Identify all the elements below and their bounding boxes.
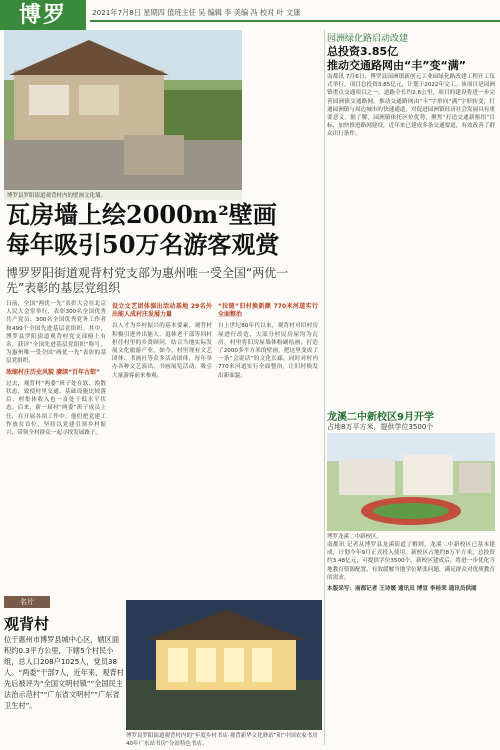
lead-photo-caption: 博罗县罗阳街道观背村内的壁画文化墙。 [4,190,242,200]
school-subtitle: 占地8万平方米，提供学位3500个 [327,423,434,431]
profile-title: 观背村 [4,615,50,633]
lead-photo [4,30,242,190]
section1-title: 浓缩村庄历史风貌 赓续“百年古街” [6,368,100,376]
profile-text: 位于惠州市博罗县城中心区，辖区面积约0.3平方公里，下辖5个村民小组，总人口208户1025人，党员38人。“两委”干部7人，近年来，观背村先后被评为“全国文明村镇”“全国民主法治示范村”“广东省文明村”“广东省卫生村”。 [4,635,124,710]
masthead [0,0,500,30]
lead-intro: 日前，全国“两优一先”表彰大会在北京人民大会堂举行，表彰300名全国优秀共产党员、300名全国优秀党务工作者和499个全国先进基层党组织。其中，博罗县罗阳街道观背村党支部榜上有名，获评“全国先进基层党组织”称号，为惠州唯一受全国“两优一先”表彰的基层党组织。 [6,301,106,365]
school-body [327,541,495,593]
section-label: 博罗 [0,0,86,30]
side-title-line-1: 总投资3.85亿 [327,45,399,58]
section2-body: 以人才为乡村振兴的基本要素，观背村积极引进外出能人、退休老干部等回村担任村里的乡贤顾问，结合当地实际发展文化旅游产业。如今，村里现有文艺团体、书画社等众多活动团体，每年举办各种文艺演出、书画展览活动，吸引大量游客前来参观。 [112,323,212,379]
header-rule [90,20,500,22]
lead-column-1 [6,300,106,437]
section3-title: “拉链”旧村换新颜 770米河道实行全面整治 [218,303,318,319]
school-title: 龙溪二中新校区9月开学 [327,412,434,423]
school-campus-image [327,433,495,531]
school-photo [327,433,495,531]
school-photo-caption: 博罗龙溪二中新校区。 [327,534,383,540]
profile-tag: 名片 [4,596,50,608]
bookstore-caption: 博罗县罗阳街道观背村内的“年度乡村书店·观背新华文化驿站”和“中国农家书房40年广东站书房”分站特色书店。 [126,733,318,747]
lead-column-2 [112,300,212,380]
section3-body: 自上世纪80年代以来，观背村对旧村房屋进行改造，大部分村民房屋均为瓦房。村里将旧房屋墙体粉刷绘画，打造了2000多平方米的壁画，把这里变成了一条“会说话”的文化长廊，同时对村内770米河道实行全面整治，让旧村焕发出新面貌。 [218,323,318,379]
section2-title: 设立文艺团体演出活动基地 29名外出能人成村庄发展力量 [112,303,212,319]
column-divider [324,30,325,745]
lead-headline [6,200,316,260]
mural-wall-image [4,30,242,190]
lead-subhead: 博罗罗阳街道观背村党支部为惠州唯一受全国“两优一先”表彰的基层党组织 [6,266,289,295]
byline: 本版采写：南都记者 王诗媛 通讯员 博宣 李桂荣 通讯员供图 [327,586,477,593]
section1-body: 过去，观背村“两委”班子处在软、涣散状态，致使村里交通、基础设施比较落后，村集体收入也一直处于低水平状态。后来，新一届村“两委”班子成员上任，在开展各项工作中，他们把党建工作放在首位，坚持以党建引领乡村振兴，带领全村群众一起寻找发展路子。 [6,380,106,437]
bookstore-photo [126,600,322,730]
headline-line-2: 每年吸引50万名游客观赏 [6,230,280,259]
side-kicker: 园洲绿化路启动改建 [327,34,409,44]
lead-column-3 [218,300,318,380]
headline-line-1: 瓦房墙上绘2000m²壁画 [6,200,277,229]
bookstore-image [126,600,322,730]
side-body: 南都讯 7月6日，博罗县园洲镇新创元工业园绿化路改建工程开工仪式举行，项目总投资3.85亿元，计划于2022年完工。该项目是园洲镇重点交通项目之一，道路全长约2.6公里，项目的建设将进一步完善园洲镇交通路网，推动交通路网由“丰”字形向“满”字形转变，打通园洲镇与周边城市的快速通道，对促进园洲镇经济社会发展具有重要意义。据了解，园洲镇依托区位优势，聚焦“打造交通新枢纽”目标，加快推进路网建设，近年来已建成多条交通要道，有效改善了群众出行条件。 [327,74,495,138]
date-line: 2021年7月8日 星期四 值班主任 吴 编辑 李 美编 冯 校对 叶 文康 [92,8,301,17]
side-title-line-2: 推动交通路网由“丰”变“满” [327,59,466,72]
school-body-text: 南都讯 记者从博罗县龙溪街道了解到，龙溪二中新校区已基本建成，计划今年9月正式投入使用。新校区占地约8万平方米，总投资约3.48亿元，可提供学位3500个。新校区建成后，将进一步优化当地教育资源配置，有效缓解当地学位紧张问题，满足群众对优质教育的需求。 [327,542,495,581]
